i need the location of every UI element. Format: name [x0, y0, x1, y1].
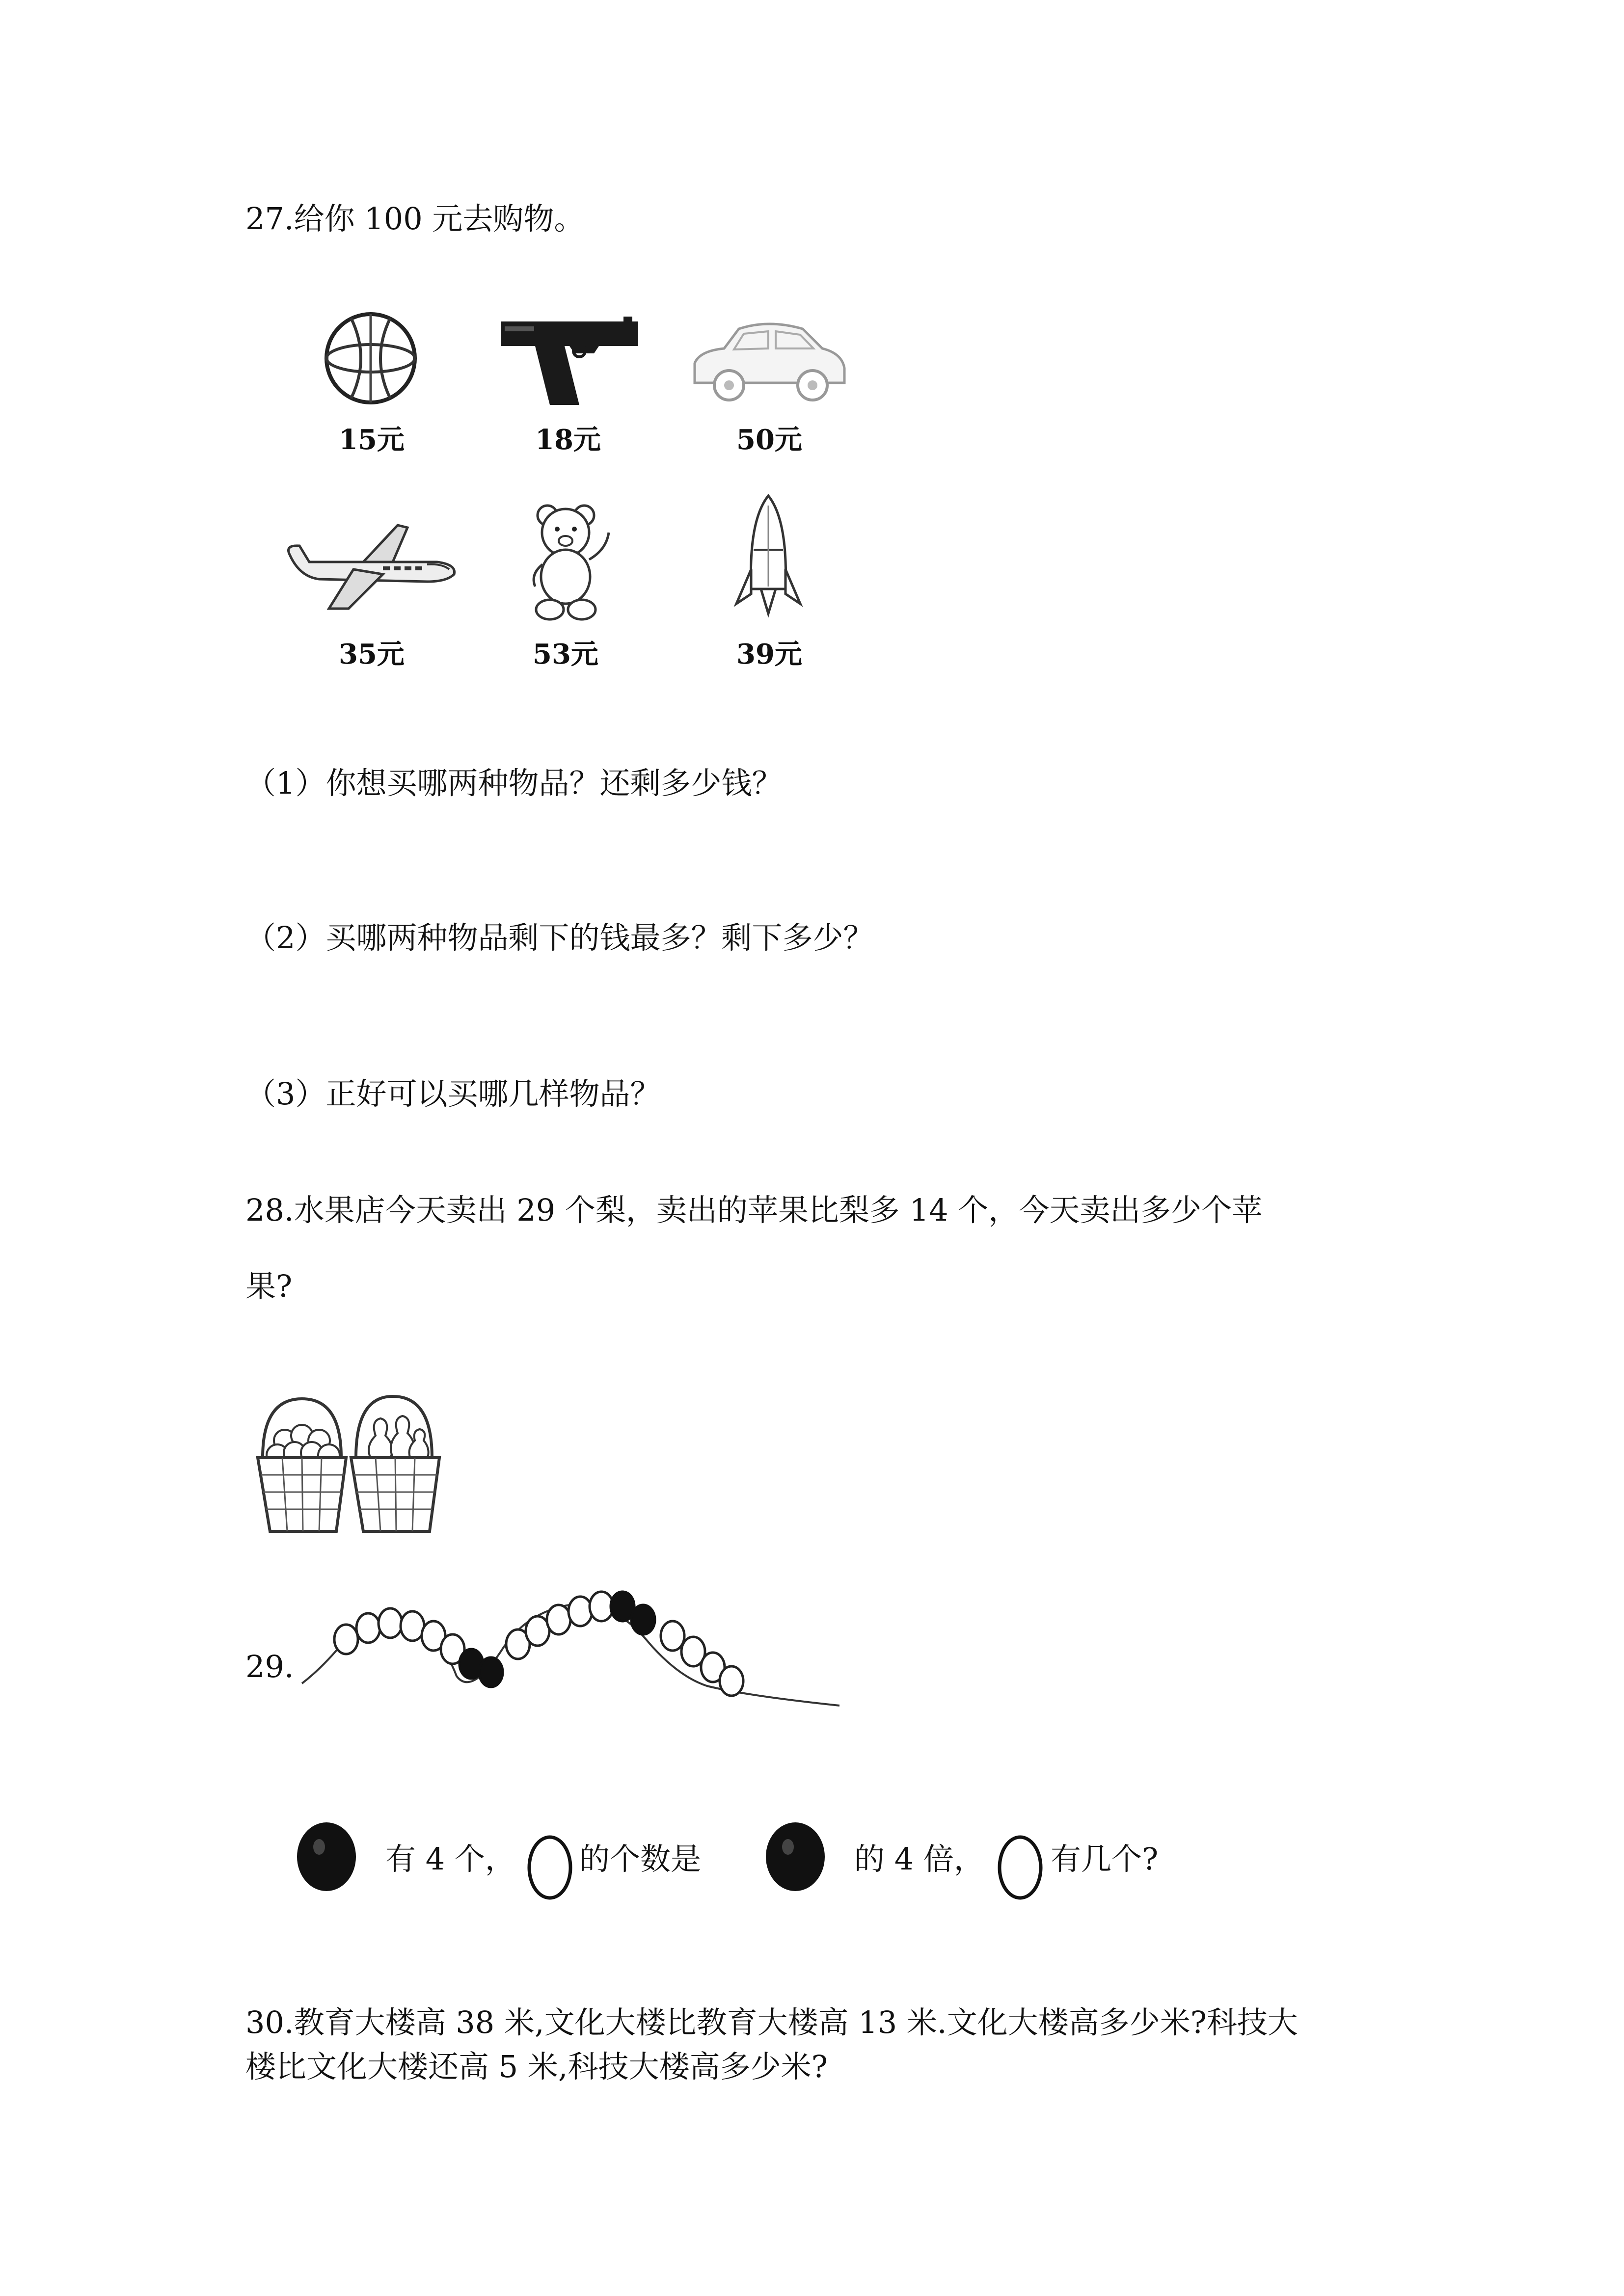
- q29-seg1: 有 4 个，: [385, 1841, 515, 1877]
- q27-sub2: （2）买哪两种物品剩下的钱最多？剩下多少？: [245, 920, 874, 956]
- q27-title: 27.给你 100 元去购物。: [245, 201, 585, 237]
- q29-number: 29.: [245, 1649, 294, 1684]
- rocket-icon: [731, 491, 805, 623]
- white-bead-icon: [525, 1833, 574, 1902]
- airplane-price: 35元: [339, 638, 405, 670]
- toy-car-price: 50元: [736, 424, 802, 456]
- toy-gun-icon: [496, 312, 643, 410]
- q29-seg2: 的个数是: [579, 1841, 702, 1877]
- toy-gun-price: 18元: [535, 424, 601, 456]
- q30-line1: 30.教育大楼高 38 米,文化大楼比教育大楼高 13 米.文化大楼高多少米?科技大: [245, 2004, 1298, 2040]
- teddy-bear-icon: [520, 496, 619, 623]
- q28-line2: 果?: [245, 1268, 293, 1304]
- ball-icon: [322, 309, 420, 407]
- black-bead-icon: [763, 1820, 827, 1894]
- q27-sub3: （3）正好可以买哪几样物品？: [245, 1076, 661, 1112]
- q27-sub1: （1）你想买哪两种物品？还剩多少钱？: [245, 765, 783, 801]
- ball-price: 15元: [339, 424, 405, 456]
- q28-line1: 28.水果店今天卖出 29 个梨，卖出的苹果比梨多 14 个，今天卖出多少个苹: [245, 1192, 1263, 1228]
- toy-car-icon: [685, 309, 852, 407]
- q29-seg3: 的 4 倍，: [854, 1841, 984, 1877]
- bead-string-icon: [295, 1583, 849, 1710]
- teddy-bear-price: 53元: [533, 638, 598, 670]
- fruit-baskets-icon: [253, 1389, 444, 1536]
- q30-line2: 楼比文化大楼还高 5 米,科技大楼高多少米?: [245, 2049, 828, 2084]
- q29-seg4: 有几个?: [1051, 1841, 1159, 1877]
- rocket-price: 39元: [736, 638, 802, 670]
- white-bead-icon: [996, 1833, 1045, 1902]
- black-bead-icon: [295, 1820, 358, 1894]
- airplane-icon: [280, 515, 461, 614]
